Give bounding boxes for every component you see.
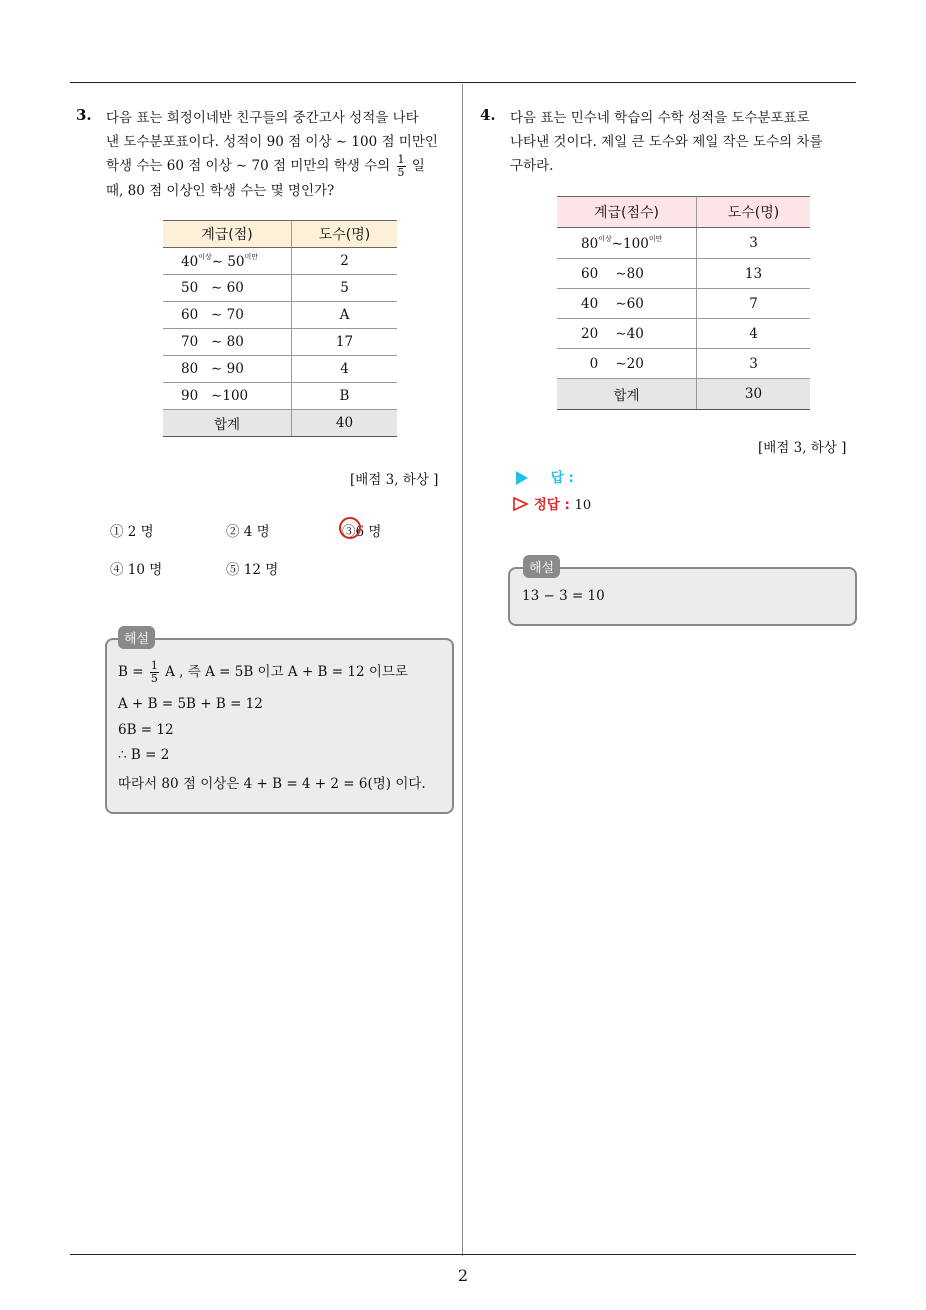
total-label: 합계 <box>163 410 292 437</box>
q3-explanation-tag: 해설 <box>118 626 155 649</box>
selected-answer-circle <box>339 517 361 539</box>
explanation-line: A + B = 5B + B = 12 <box>118 696 263 712</box>
choice-5[interactable]: ⑤ 12 명 <box>226 562 279 578</box>
frequency-cell: B <box>292 383 398 410</box>
frequency-cell: A <box>292 302 398 329</box>
frequency-cell: 3 <box>697 349 811 379</box>
table-row <box>557 349 810 379</box>
frequency-cell: 2 <box>292 248 398 275</box>
frequency-cell: 13 <box>697 259 811 289</box>
bottom-rule <box>70 1254 856 1255</box>
q4-score: [배점 3, 하상 ] <box>758 440 847 456</box>
q3-number: 3. <box>76 106 92 124</box>
correct-value: 10 <box>574 498 592 513</box>
page-number: 2 <box>457 1266 469 1285</box>
q4-correct-row <box>513 493 591 513</box>
explanation-fraction <box>150 660 159 685</box>
frequency-cell: 7 <box>697 289 811 319</box>
choice-2[interactable]: ② 4 명 <box>226 524 270 540</box>
total-value: 30 <box>697 379 811 410</box>
explanation-text: A , 즉 A = 5B 이고 A + B = 12 이므로 <box>165 664 408 680</box>
q3-text <box>106 106 456 203</box>
q3-line: 다음 표는 희정이네반 친구들의 중간고사 성적을 나타 <box>106 110 419 126</box>
q3-frequency-table <box>163 220 397 437</box>
class-cell: 60 ∼80 <box>557 259 697 289</box>
column-divider <box>462 84 463 1256</box>
choice-1[interactable]: ① 2 명 <box>110 524 154 540</box>
outline-arrow-icon <box>513 497 529 511</box>
choice-4[interactable]: ④ 10 명 <box>110 562 163 578</box>
explanation-line <box>118 660 408 685</box>
top-rule <box>70 82 856 83</box>
class-cell: 60 ∼ 70 <box>163 302 292 329</box>
class-cell: 50 ∼ 60 <box>163 275 292 302</box>
class-cell: $80^{이상}\sim 100^{미만}$ <box>557 228 697 259</box>
frequency-cell: 4 <box>697 319 811 349</box>
explanation-text: B = <box>118 664 144 680</box>
table-row <box>163 248 397 275</box>
table-row <box>557 259 810 289</box>
class-cell: 0 ∼20 <box>557 349 697 379</box>
header-frequency: 도수(명) <box>697 197 811 228</box>
q4-line: 나타낸 것이다. 제일 큰 도수와 제일 작은 도수의 차를 <box>510 134 823 150</box>
table-row <box>557 228 810 259</box>
q4-explanation-tag: 해설 <box>523 555 560 578</box>
fraction-denominator: 5 <box>150 672 158 685</box>
q4-line: 다음 표는 민수네 학습의 수학 성적을 도수분포표로 <box>510 110 810 126</box>
class-cell: 90 ∼100 <box>163 383 292 410</box>
table-row <box>163 275 397 302</box>
class-cell: 80 ∼ 90 <box>163 356 292 383</box>
table-row <box>163 329 397 356</box>
q3-score: [배점 3, 하상 ] <box>350 472 439 488</box>
table-header-row <box>557 197 810 228</box>
table-total-row <box>163 410 397 437</box>
class-cell: $40^{이상}\sim$ $50^{미만}$ <box>163 248 292 275</box>
explanation-line: 따라서 80 점 이상은 4 + B = 4 + 2 = 6(명) 이다. <box>118 776 426 792</box>
table-row <box>163 383 397 410</box>
play-arrow-icon <box>516 471 528 485</box>
frequency-cell: 5 <box>292 275 398 302</box>
header-class: 계급(점) <box>163 221 292 248</box>
total-label: 합계 <box>557 379 697 410</box>
table-total-row <box>557 379 810 410</box>
table-row <box>163 302 397 329</box>
q4-text <box>510 106 860 178</box>
header-frequency: 도수(명) <box>292 221 398 248</box>
q3-fraction <box>397 154 406 179</box>
explanation-line: ∴ B = 2 <box>118 747 170 763</box>
q4-answer-row <box>516 466 574 486</box>
explanation-line: 13 − 3 = 10 <box>522 588 605 604</box>
q3-line-text: 일 <box>411 158 425 174</box>
fraction-numerator: 1 <box>150 659 158 672</box>
header-class: 계급(점수) <box>557 197 697 228</box>
q4-number: 4. <box>480 106 496 124</box>
choice-3-text: 6 명 <box>355 524 382 540</box>
explanation-line: 6B = 12 <box>118 722 174 738</box>
q3-line: 낸 도수분포표이다. 성적이 90 점 이상 ∼ 100 점 미만인 <box>106 134 438 150</box>
table-header-row <box>163 221 397 248</box>
table-row <box>557 289 810 319</box>
class-cell: 70 ∼ 80 <box>163 329 292 356</box>
q3-line-text: 학생 수는 60 점 이상 ∼ 70 점 미만의 학생 수의 <box>106 158 391 174</box>
fraction-numerator: 1 <box>397 153 405 166</box>
frequency-cell: 3 <box>697 228 811 259</box>
q4-line: 구하라. <box>510 158 554 174</box>
total-value: 40 <box>292 410 398 437</box>
frequency-cell: 17 <box>292 329 398 356</box>
answer-label: 답 : <box>550 470 574 486</box>
q3-line: 때, 80 점 이상인 학생 수는 몇 명인가? <box>106 183 335 199</box>
correct-label: 정답 : <box>533 497 570 513</box>
table-row <box>557 319 810 349</box>
table-row <box>163 356 397 383</box>
frequency-cell: 4 <box>292 356 398 383</box>
fraction-denominator: 5 <box>397 166 405 179</box>
class-cell: 20 ∼40 <box>557 319 697 349</box>
choice-3-mark: ③ <box>342 524 356 540</box>
q3-line <box>106 154 456 179</box>
class-cell: 40 ∼60 <box>557 289 697 319</box>
q4-frequency-table <box>557 196 810 410</box>
